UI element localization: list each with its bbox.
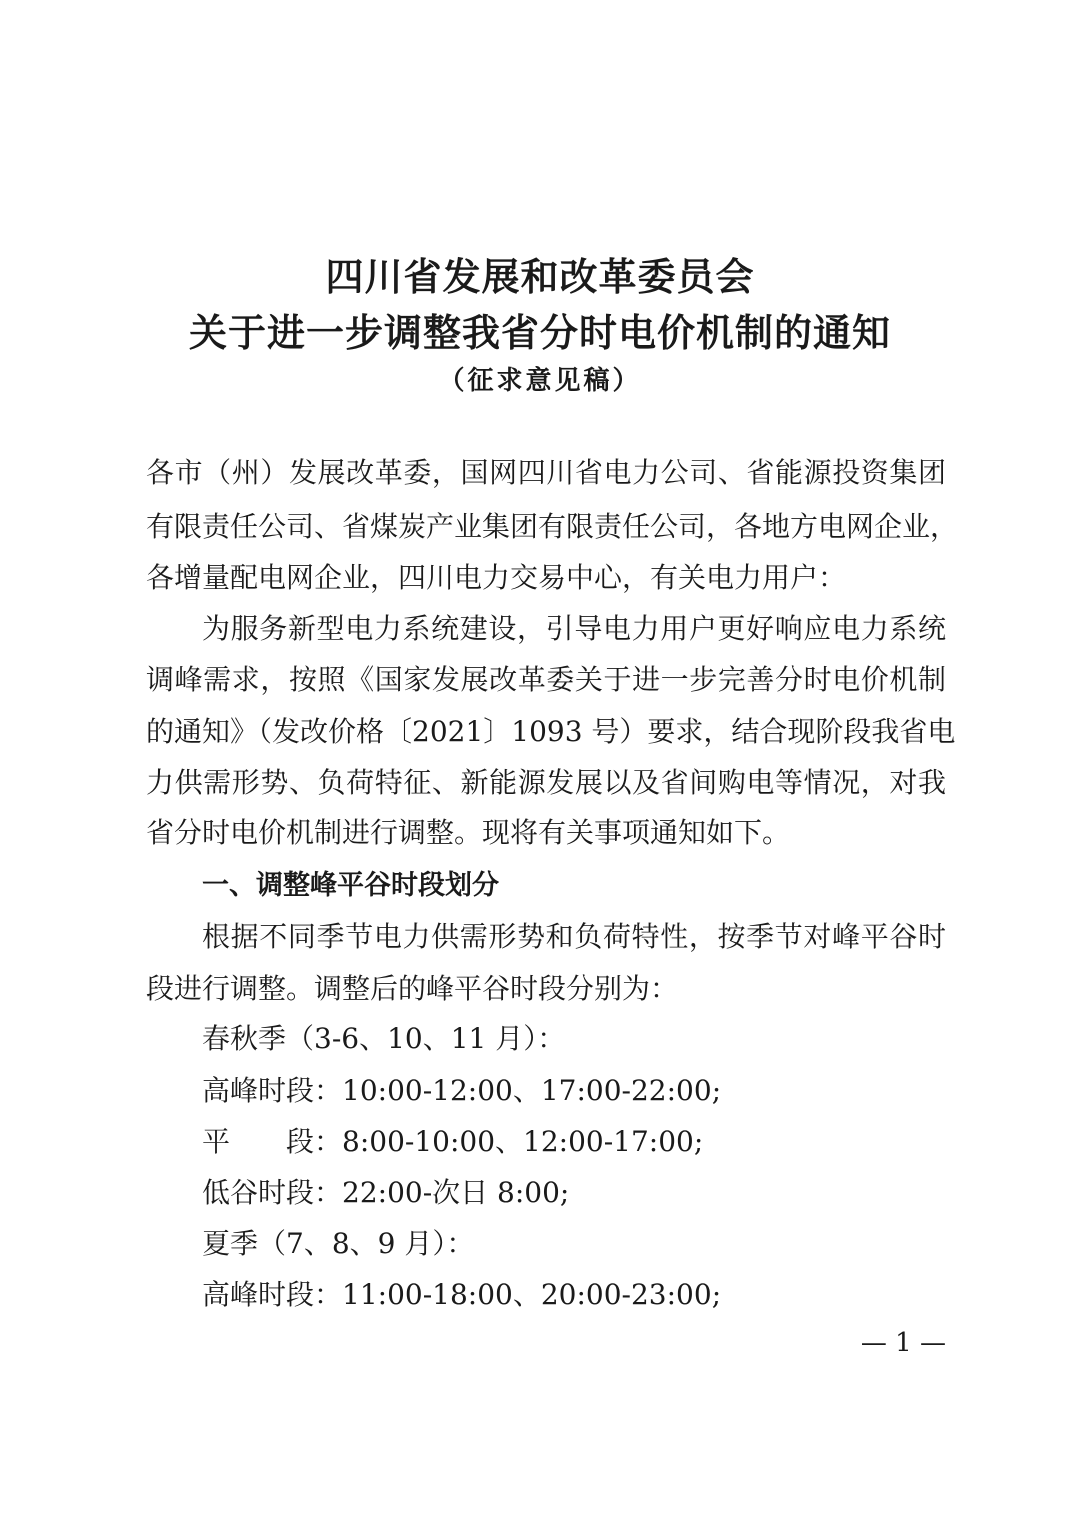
- document-title-line1: 四川省发展和改革委员会: [325, 254, 755, 299]
- schedule-line: 高峰时段：11:00-18:00、20:00-23:00;: [202, 1278, 722, 1311]
- schedule-line: 平 段：8:00-10:00、12:00-17:00;: [202, 1125, 704, 1158]
- intro-line: 省分时电价机制进行调整。现将有关事项通知如下。: [146, 816, 791, 849]
- season-label: 夏季（7、8、9 月）：: [202, 1227, 475, 1260]
- intro-line: 力供需形势、负荷特征、新能源发展以及省间购电等情况，对我: [146, 766, 946, 799]
- intro-line: 的通知》（发改价格〔2021〕1093 号）要求，结合现阶段我省电: [146, 715, 956, 748]
- addressee-line: 各增量配电网企业，四川电力交易中心，有关电力用户：: [146, 561, 847, 594]
- document-subtitle: （征求意见稿）: [438, 366, 642, 396]
- intro-line: 调峰需求，按照《国家发展改革委关于进一步完善分时电价机制: [146, 663, 946, 696]
- document-title-line2: 关于进一步调整我省分时电价机制的通知: [188, 310, 891, 355]
- section-heading: 一、调整峰平谷时段划分: [202, 870, 499, 901]
- schedule-line: 低谷时段：22:00-次日 8:00;: [202, 1176, 570, 1209]
- intro-line: 为服务新型电力系统建设，引导电力用户更好响应电力系统: [202, 612, 946, 645]
- addressee-line: 有限责任公司、省煤炭产业集团有限责任公司，各地方电网企业，: [146, 510, 959, 543]
- season-label: 春秋季（3-6、10、11 月）：: [202, 1022, 566, 1055]
- section-paragraph-line: 根据不同季节电力供需形势和负荷特性，按季节对峰平谷时: [202, 920, 946, 953]
- page-number: — 1 —: [860, 1328, 946, 1358]
- section-paragraph-line: 段进行调整。调整后的峰平谷时段分别为：: [146, 972, 679, 1005]
- schedule-line: 高峰时段：10:00-12:00、17:00-22:00;: [202, 1074, 722, 1107]
- addressee-line: 各市（州）发展改革委，国网四川省电力公司、省能源投资集团: [146, 456, 946, 489]
